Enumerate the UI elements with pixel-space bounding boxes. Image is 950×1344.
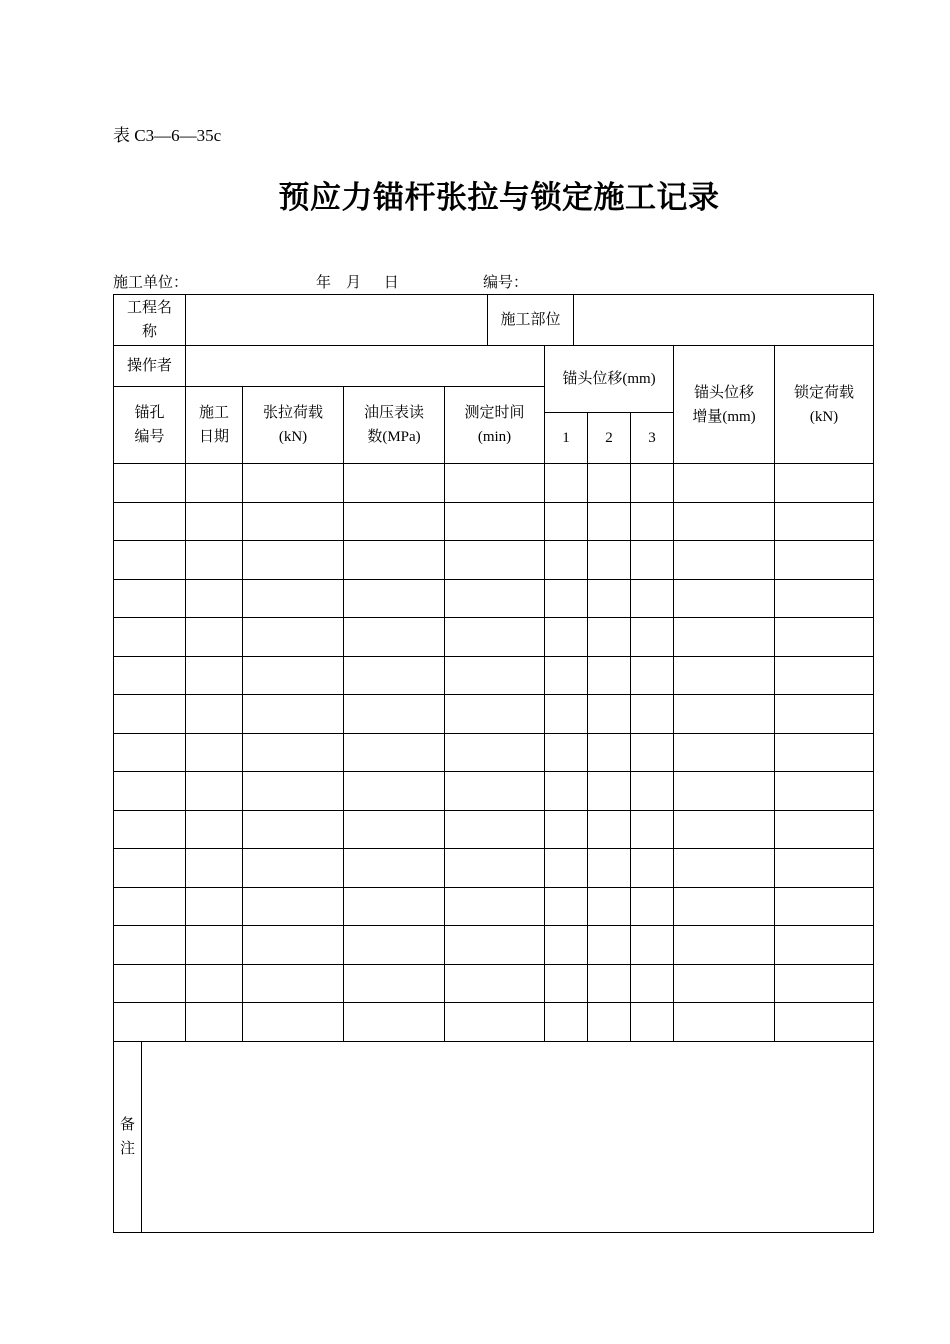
- table-cell[interactable]: [544, 617, 587, 656]
- table-cell[interactable]: [630, 579, 673, 617]
- table-cell[interactable]: [544, 771, 587, 810]
- table-cell[interactable]: [185, 733, 242, 771]
- table-cell[interactable]: [444, 925, 544, 964]
- table-cell[interactable]: [587, 771, 630, 810]
- table-cell[interactable]: [544, 848, 587, 887]
- table-cell[interactable]: [673, 810, 774, 848]
- table-cell[interactable]: [113, 502, 185, 540]
- construction-date-header: 施工 日期: [185, 386, 242, 463]
- table-cell[interactable]: [444, 848, 544, 887]
- table-cell[interactable]: [242, 1002, 343, 1041]
- table-cell[interactable]: [774, 463, 873, 502]
- table-cell[interactable]: [630, 733, 673, 771]
- table-cell[interactable]: [673, 502, 774, 540]
- table-cell[interactable]: [630, 540, 673, 579]
- table-cell[interactable]: [630, 964, 673, 1002]
- table-cell[interactable]: [185, 463, 242, 502]
- table-cell[interactable]: [444, 579, 544, 617]
- table-cell[interactable]: [242, 540, 343, 579]
- table-cell[interactable]: [185, 1002, 242, 1041]
- location-label: 施工部位: [487, 294, 573, 345]
- table-cell[interactable]: [673, 848, 774, 887]
- table-cell[interactable]: [673, 656, 774, 694]
- table-cell[interactable]: [630, 502, 673, 540]
- table-cell[interactable]: [630, 887, 673, 925]
- table-cell[interactable]: [113, 540, 185, 579]
- table-cell[interactable]: [774, 579, 873, 617]
- table-cell[interactable]: [774, 733, 873, 771]
- table-cell[interactable]: [343, 733, 444, 771]
- table-cell[interactable]: [242, 925, 343, 964]
- table-cell[interactable]: [544, 463, 587, 502]
- table-cell[interactable]: [113, 810, 185, 848]
- tension-load-header: 张拉荷载 (kN): [242, 386, 343, 463]
- table-cell[interactable]: [185, 810, 242, 848]
- table-cell[interactable]: [544, 964, 587, 1002]
- table-cell[interactable]: [587, 656, 630, 694]
- table-cell[interactable]: [343, 617, 444, 656]
- table-cell[interactable]: [242, 810, 343, 848]
- table-cell[interactable]: [587, 463, 630, 502]
- table-cell[interactable]: [343, 656, 444, 694]
- table-cell[interactable]: [242, 579, 343, 617]
- table-cell[interactable]: [544, 1002, 587, 1041]
- table-cell[interactable]: [587, 848, 630, 887]
- table-cell[interactable]: [343, 771, 444, 810]
- table-cell[interactable]: [630, 810, 673, 848]
- table-cell[interactable]: [587, 964, 630, 1002]
- remarks-label: 备 注: [113, 1041, 141, 1232]
- table-cell[interactable]: [774, 694, 873, 733]
- table-cell[interactable]: [774, 964, 873, 1002]
- displacement-subcol-1: 1: [544, 412, 587, 463]
- table-cell[interactable]: [544, 925, 587, 964]
- table-cell[interactable]: [343, 1002, 444, 1041]
- table-cell[interactable]: [673, 463, 774, 502]
- table-cell[interactable]: [113, 925, 185, 964]
- table-cell[interactable]: [673, 733, 774, 771]
- table-cell[interactable]: [673, 887, 774, 925]
- operator-field[interactable]: [185, 345, 544, 386]
- anchor-hole-number-header: 锚孔 编号: [113, 386, 185, 463]
- table-cell[interactable]: [242, 656, 343, 694]
- table-cell[interactable]: [444, 964, 544, 1002]
- table-cell[interactable]: [113, 733, 185, 771]
- table-cell[interactable]: [185, 887, 242, 925]
- table-cell[interactable]: [587, 733, 630, 771]
- table-cell[interactable]: [673, 925, 774, 964]
- displacement-increment-header: 锚头位移 增量(mm): [673, 345, 774, 463]
- table-cell[interactable]: [587, 502, 630, 540]
- table-cell[interactable]: [673, 1002, 774, 1041]
- table-cell[interactable]: [587, 925, 630, 964]
- displacement-subcol-2: 2: [587, 412, 630, 463]
- table-cell[interactable]: [113, 848, 185, 887]
- displacement-subcol-3: 3: [630, 412, 673, 463]
- table-cell[interactable]: [343, 579, 444, 617]
- table-cell[interactable]: [544, 579, 587, 617]
- table-cell[interactable]: [544, 656, 587, 694]
- table-cell[interactable]: [774, 1002, 873, 1041]
- table-cell[interactable]: [774, 887, 873, 925]
- table-cell[interactable]: [544, 733, 587, 771]
- table-cell[interactable]: [444, 694, 544, 733]
- table-cell[interactable]: [630, 771, 673, 810]
- table-bottom-border: [113, 1232, 874, 1233]
- table-cell[interactable]: [630, 848, 673, 887]
- table-cell[interactable]: [630, 925, 673, 964]
- table-cell[interactable]: [630, 463, 673, 502]
- table-cell[interactable]: [544, 540, 587, 579]
- table-cell[interactable]: [673, 617, 774, 656]
- table-cell[interactable]: [587, 810, 630, 848]
- table-cell[interactable]: [242, 617, 343, 656]
- displacement-group-header: 锚头位移(mm): [544, 345, 673, 412]
- table-cell[interactable]: [444, 463, 544, 502]
- table-cell[interactable]: [444, 733, 544, 771]
- table-cell[interactable]: [343, 463, 444, 502]
- table-cell[interactable]: [587, 540, 630, 579]
- table-cell[interactable]: [587, 694, 630, 733]
- record-number-label: 编号：: [483, 275, 529, 291]
- table-cell[interactable]: [444, 771, 544, 810]
- operator-label: 操作者: [113, 345, 185, 386]
- table-cell[interactable]: [343, 848, 444, 887]
- table-cell[interactable]: [630, 1002, 673, 1041]
- table-cell[interactable]: [774, 810, 873, 848]
- project-name-label: 工程名 称: [113, 294, 185, 345]
- lock-load-header: 锁定荷载 (kN): [774, 345, 873, 463]
- table-cell[interactable]: [544, 502, 587, 540]
- table-cell[interactable]: [774, 848, 873, 887]
- table-cell[interactable]: [113, 463, 185, 502]
- remarks-field[interactable]: [141, 1041, 873, 1232]
- table-cell[interactable]: [185, 771, 242, 810]
- table-cell[interactable]: [774, 656, 873, 694]
- table-cell[interactable]: [242, 463, 343, 502]
- table-cell[interactable]: [343, 540, 444, 579]
- table-cell[interactable]: [774, 617, 873, 656]
- table-cell[interactable]: [185, 540, 242, 579]
- table-cell[interactable]: [630, 656, 673, 694]
- table-cell[interactable]: [113, 1002, 185, 1041]
- table-cell[interactable]: [544, 810, 587, 848]
- table-cell[interactable]: [185, 579, 242, 617]
- table-cell[interactable]: [185, 656, 242, 694]
- table-cell[interactable]: [343, 925, 444, 964]
- table-cell[interactable]: [774, 502, 873, 540]
- table-cell[interactable]: [587, 617, 630, 656]
- table-cell[interactable]: [673, 694, 774, 733]
- table-cell[interactable]: [113, 964, 185, 1002]
- table-cell[interactable]: [185, 617, 242, 656]
- table-cell[interactable]: [587, 887, 630, 925]
- table-cell[interactable]: [444, 617, 544, 656]
- project-name-field[interactable]: [185, 294, 487, 345]
- table-cell[interactable]: [343, 887, 444, 925]
- table-cell[interactable]: [444, 540, 544, 579]
- table-cell[interactable]: [113, 656, 185, 694]
- table-cell[interactable]: [242, 887, 343, 925]
- table-cell[interactable]: [544, 887, 587, 925]
- table-cell[interactable]: [673, 540, 774, 579]
- table-cell[interactable]: [185, 694, 242, 733]
- table-cell[interactable]: [444, 810, 544, 848]
- table-cell[interactable]: [774, 925, 873, 964]
- table-cell[interactable]: [343, 810, 444, 848]
- table-cell[interactable]: [587, 1002, 630, 1041]
- table-cell[interactable]: [444, 1002, 544, 1041]
- table-cell[interactable]: [343, 694, 444, 733]
- table-cell[interactable]: [242, 848, 343, 887]
- table-cell[interactable]: [242, 771, 343, 810]
- form-code: 表 C3—6—35c: [113, 126, 222, 145]
- table-cell[interactable]: [113, 579, 185, 617]
- page-title: 预应力锚杆张拉与锁定施工记录: [278, 180, 720, 215]
- table-cell[interactable]: [242, 694, 343, 733]
- table-cell[interactable]: [673, 771, 774, 810]
- table-cell[interactable]: [444, 502, 544, 540]
- measure-time-header: 测定时间 (min): [444, 386, 544, 463]
- table-cell[interactable]: [113, 694, 185, 733]
- table-cell[interactable]: [774, 771, 873, 810]
- table-cell[interactable]: [242, 733, 343, 771]
- table-cell[interactable]: [242, 502, 343, 540]
- table-cell[interactable]: [185, 848, 242, 887]
- oil-pressure-reading-header: 油压表读 数(MPa): [343, 386, 444, 463]
- table-cell[interactable]: [113, 771, 185, 810]
- table-cell[interactable]: [343, 964, 444, 1002]
- table-cell[interactable]: [587, 579, 630, 617]
- table-cell[interactable]: [343, 502, 444, 540]
- location-field[interactable]: [573, 294, 873, 345]
- table-cell[interactable]: [444, 656, 544, 694]
- table-cell[interactable]: [630, 617, 673, 656]
- table-cell[interactable]: [673, 964, 774, 1002]
- table-cell[interactable]: [185, 925, 242, 964]
- table-cell[interactable]: [630, 694, 673, 733]
- construction-unit-label: 施工单位：: [113, 275, 189, 291]
- table-cell[interactable]: [185, 964, 242, 1002]
- table-cell[interactable]: [242, 964, 343, 1002]
- table-cell[interactable]: [113, 617, 185, 656]
- table-right-border: [873, 294, 874, 1233]
- table-cell[interactable]: [673, 579, 774, 617]
- table-cell[interactable]: [113, 887, 185, 925]
- date-label: 年 月 日: [316, 275, 399, 291]
- table-cell[interactable]: [544, 694, 587, 733]
- table-cell[interactable]: [185, 502, 242, 540]
- table-cell[interactable]: [444, 887, 544, 925]
- table-cell[interactable]: [774, 540, 873, 579]
